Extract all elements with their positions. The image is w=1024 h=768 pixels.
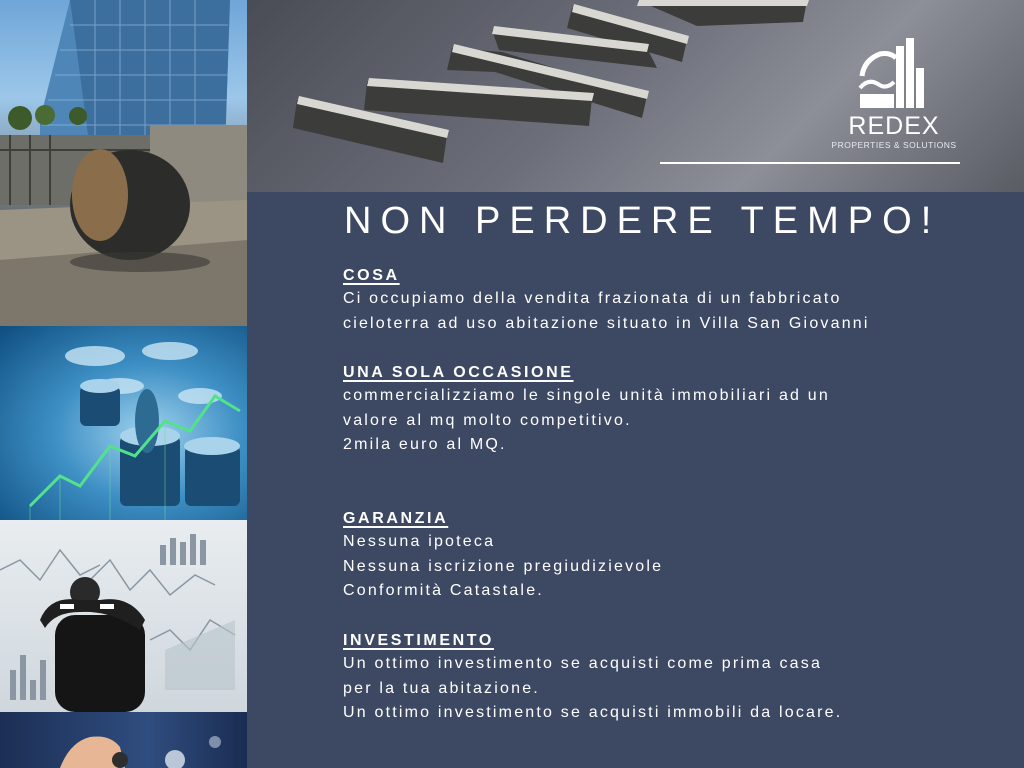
section-line: valore al mq molto competitivo.	[343, 411, 632, 429]
section-investimento	[343, 630, 1023, 726]
section-line: cieloterra ad uso abitazione situato in Villa San Giovanni	[343, 314, 870, 332]
section-una-sola-occasione	[343, 362, 1023, 458]
section-line: Un ottimo investimento se acquisti immobili da locare.	[343, 704, 843, 721]
redex-logo	[826, 38, 962, 168]
section-line: Un ottimo investimento se acquisti come prima casa	[343, 655, 823, 672]
section-heading: UNA SOLA OCCASIONE	[343, 364, 574, 381]
section-heading: INVESTIMENTO	[343, 632, 494, 649]
section-heading: GARANZIA	[343, 510, 449, 527]
section-line: Ci occupiamo della vendita frazionata di un fabbricato	[343, 290, 842, 307]
redex-building-icon	[856, 38, 926, 110]
hand-touching-screen-photo	[0, 712, 247, 768]
section-line: per la tua abitazione.	[343, 679, 540, 697]
section-garanzia	[343, 508, 1023, 604]
section-cosa	[343, 265, 1023, 336]
section-line: 2mila euro al MQ.	[343, 436, 507, 453]
section-line: Nessuna iscrizione pregiudizievole	[343, 557, 664, 575]
coins-and-growth-chart-photo	[0, 326, 247, 520]
section-heading: COSA	[343, 267, 400, 284]
section-line: Nessuna ipoteca	[343, 533, 496, 550]
glass-office-tower-photo	[0, 0, 247, 326]
page-title: NON PERDERE TEMPO!	[344, 200, 941, 242]
banner-divider	[660, 162, 960, 164]
logo-tagline: PROPERTIES & SOLUTIONS	[831, 140, 957, 150]
businessman-with-charts-photo	[0, 520, 247, 712]
section-line: commercializziamo le singole unità immobiliari ad un	[343, 387, 830, 404]
logo-name: REDEX	[848, 112, 940, 140]
section-line: Conformità Catastale.	[343, 582, 544, 599]
